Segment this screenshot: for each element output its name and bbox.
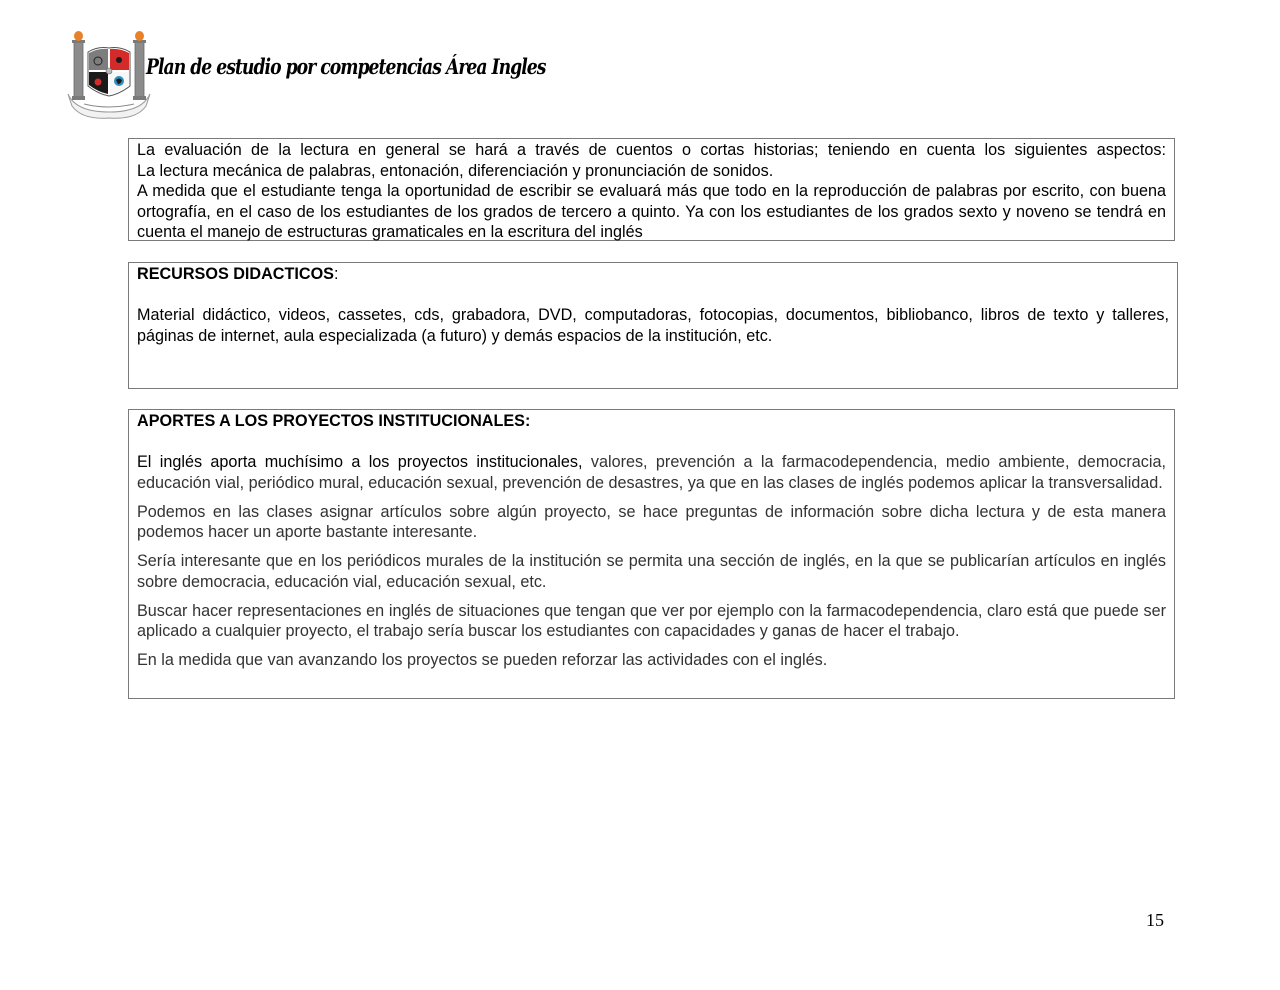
projects-heading: APORTES A LOS PROYECTOS INSTITUCIONALES: xyxy=(137,412,531,430)
school-crest-logo xyxy=(66,28,152,120)
projects-box xyxy=(128,409,1175,699)
evaluation-line-3: A medida que el estudiante tenga la oportunidad de escribir se evaluará más que todo en la reproducción de palabras por escrito, con buena ortografía, en el caso de los estudiantes de los grados de tercero a quinto. Ya con los estudiantes de los grados sexto y noveno se tendrá en cuenta el manejo de estructuras gramaticales en la escritura del inglés xyxy=(137,182,1166,241)
resources-body: Material didáctico, videos, cassetes, cds, grabadora, DVD, computadoras, fotocopias, documentos, bibliobanco, libros de texto y talleres, páginas de internet, aula especializada (a futuro) y demás espacios de la institución, etc. xyxy=(137,306,1169,345)
projects-paragraph-4: En la medida que van avanzando los proyectos se pueden reforzar las actividades con el inglés. xyxy=(137,651,828,669)
projects-intro-lead: El inglés aporta muchísimo a los proyectos institucionales, xyxy=(137,453,583,471)
page-number: 15 xyxy=(1146,910,1164,930)
evaluation-box xyxy=(128,138,1175,241)
evaluation-line-1: La evaluación de la lectura en general se hará a través de cuentos o cortas historias; teniendo en cuenta los siguientes aspectos: xyxy=(137,141,1166,159)
resources-heading: RECURSOS DIDACTICOS xyxy=(137,265,334,283)
spacer xyxy=(137,285,1169,306)
projects-intro xyxy=(137,452,1166,493)
projects-paragraph-2: Sería interesante que en los periódicos murales de la institución se permita una sección de inglés, en la que se publicarían artículos en inglés sobre democracia, educación vial, educación sexual, etc. xyxy=(137,552,1166,591)
projects-paragraph-1: Podemos en las clases asignar artículos sobre algún proyecto, se hace preguntas de información sobre dicha lectura y de esta manera podemos hacer un aporte bastante interesante. xyxy=(137,502,1166,541)
projects-intro-rest: valores, prevención a la farmacodependencia, medio ambiente, democracia, educación vial, periódico mural, educación sexual, prevención de desastres, ya que en las clases de inglés podemos aplicar la transversalidad. xyxy=(137,453,1166,492)
resources-heading-colon: : xyxy=(333,265,339,283)
resources-heading-line xyxy=(137,264,1169,285)
document-title: Plan de estudio por competencias Área Ingles xyxy=(146,54,546,79)
resources-box xyxy=(128,262,1178,389)
projects-paragraph-3: Buscar hacer representaciones en inglés de situaciones que tengan que ver por ejemplo con la farmacodependencia, claro está que puede ser aplicado a cualquier proyecto, el trabajo sería buscar los estudiantes con capacidades y ganas de hacer el trabajo. xyxy=(137,601,1166,640)
page-header xyxy=(66,28,546,120)
evaluation-line-2: La lectura mecánica de palabras, entonación, diferenciación y pronunciación de sonidos. xyxy=(137,161,774,180)
spacer xyxy=(137,432,1166,453)
